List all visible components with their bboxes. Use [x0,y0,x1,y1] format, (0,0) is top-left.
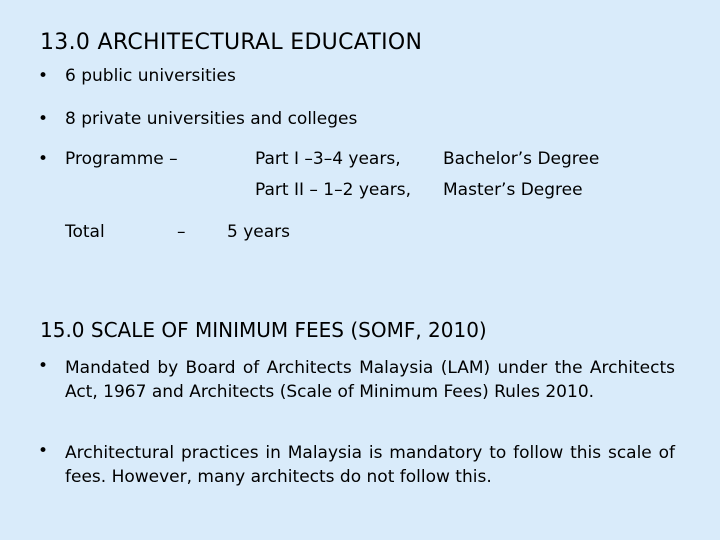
programme-degree-master: Master’s Degree [443,180,583,200]
bullet-marker: • [38,356,49,376]
bullet-public-universities: 6 public universities [65,66,236,86]
section-heading-fees: 15.0 SCALE OF MINIMUM FEES (SOMF, 2010) [40,318,487,342]
bullet-marker: • [38,441,49,461]
bullet-practices: Architectural practices in Malaysia is mandatory to follow this scale of fees. However, many architects do not follow this. [65,443,675,487]
bullet-marker: • [38,66,49,86]
bullet-private-universities: 8 private universities and colleges [65,109,358,129]
bullet-marker: • [38,109,49,129]
programme-part-1: Part I –3–4 years, [255,149,401,169]
programme-label: Programme – [65,149,178,169]
total-label: Total [65,222,105,242]
bullet-mandated: Mandated by Board of Architects Malaysia (LAM) under the Architects Act, 1967 and Architects (Scale of Minimum Fees) Rules 2010. [65,358,675,402]
programme-part-2: Part II – 1–2 years, [255,180,412,200]
total-value: 5 years [227,222,291,242]
total-dash: – [177,222,186,242]
programme-degree-bachelor: Bachelor’s Degree [443,149,600,169]
section-heading-education: 13.0 ARCHITECTURAL EDUCATION [40,30,423,55]
bullet-marker: • [38,149,49,169]
